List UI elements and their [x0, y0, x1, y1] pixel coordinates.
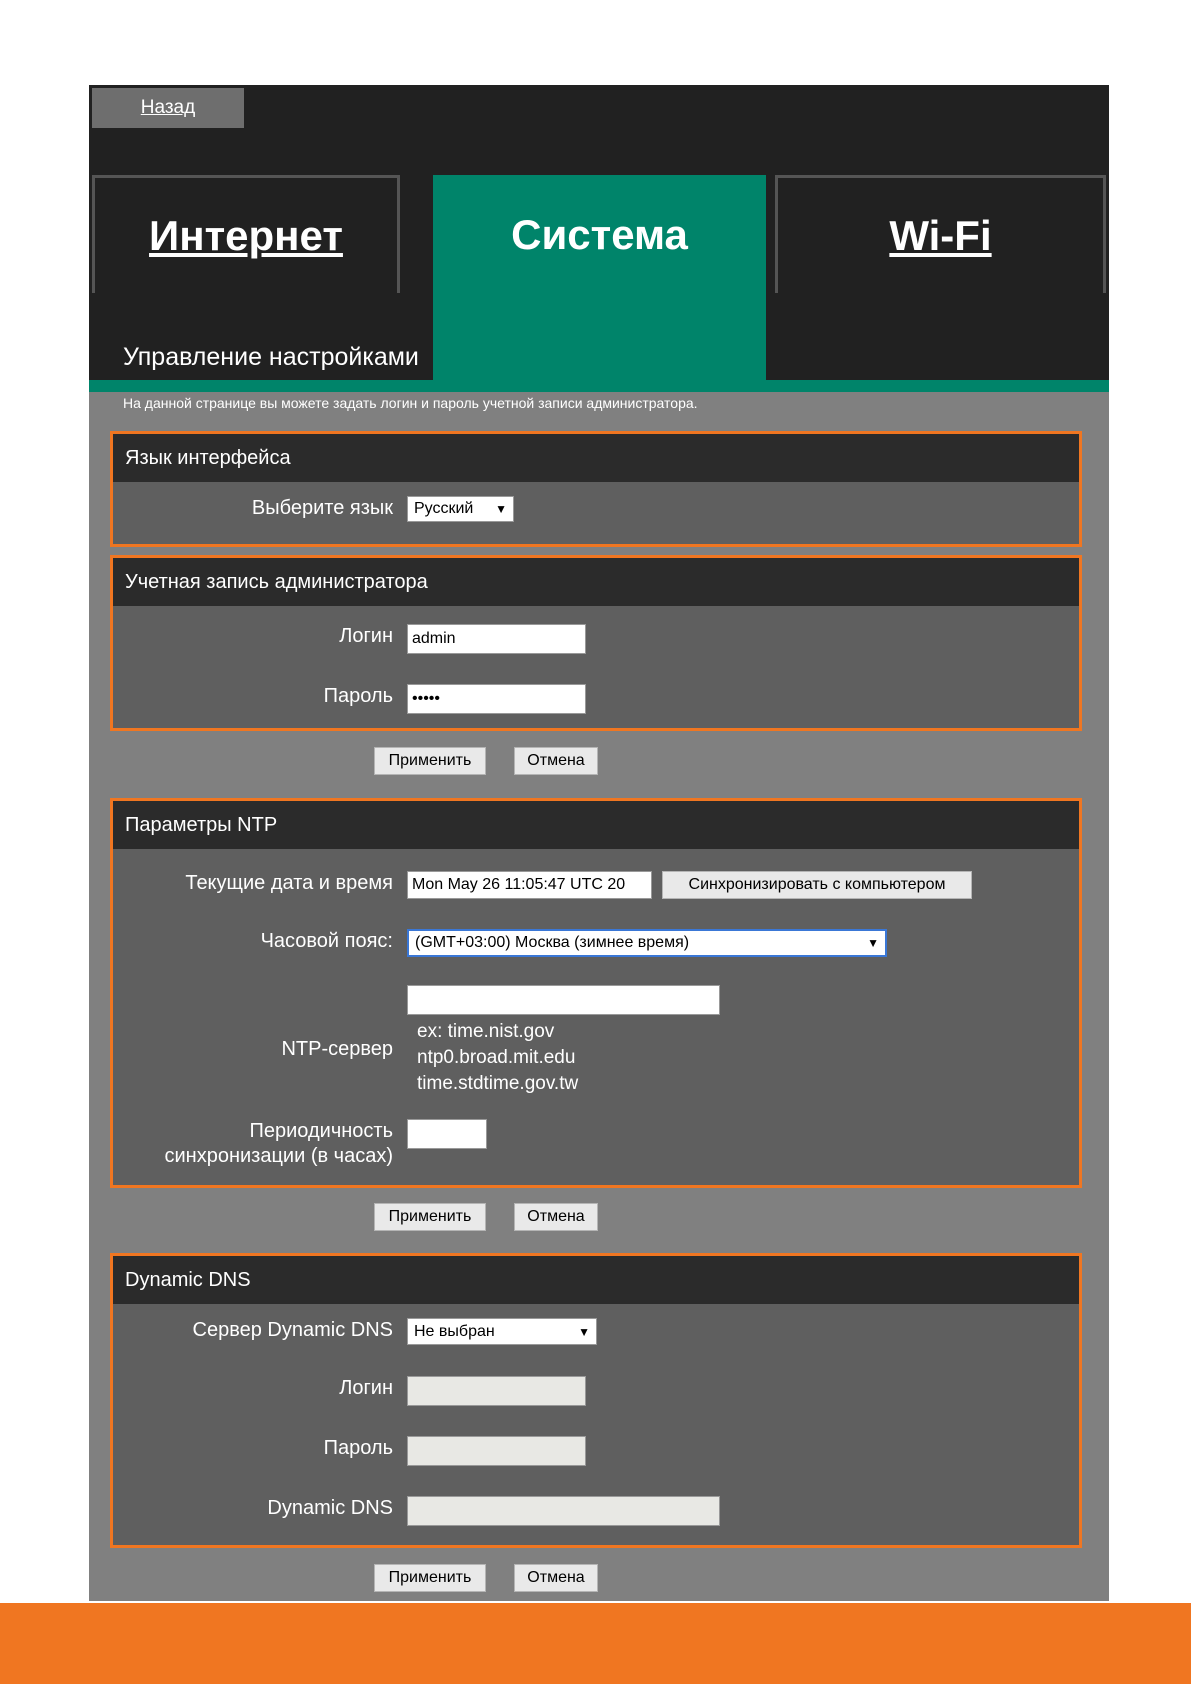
timezone-select[interactable] [407, 929, 887, 957]
ntp-period-input[interactable] [407, 1119, 487, 1149]
admin-login-label: Логин [339, 625, 393, 647]
ddns-password-label: Пароль [323, 1437, 393, 1459]
ntp-timezone-label: Часовой пояс: [260, 930, 393, 952]
ddns-hostname-label: Dynamic DNS [267, 1497, 393, 1519]
admin-login-input[interactable]: admin [407, 624, 586, 654]
ddns-apply-button[interactable]: Применить [374, 1564, 486, 1592]
language-select[interactable] [407, 496, 514, 522]
ddns-login-input [407, 1376, 586, 1406]
language-select-value: Русский [414, 500, 474, 517]
timezone-select-value: (GMT+03:00) Москва (зимнее время) [415, 934, 690, 951]
ddns-hostname-input [407, 1496, 720, 1526]
language-label: Выберите язык [251, 497, 393, 519]
ntp-period-label-line2: синхронизации (в часах) [164, 1145, 393, 1167]
tab-wifi[interactable] [775, 175, 1106, 293]
admin-password-label: Пароль [323, 685, 393, 707]
dropdown-arrow-icon: ▼ [578, 1324, 590, 1339]
sync-with-computer-button[interactable]: Синхронизировать с компьютером [662, 871, 972, 899]
ntp-section-header: Параметры NTP [113, 801, 1079, 849]
tab-internet[interactable] [92, 175, 400, 293]
ntp-period-label-line1: Периодичность [249, 1120, 393, 1142]
top-bar [89, 85, 1109, 175]
back-link-label[interactable]: Назад [140, 97, 196, 118]
ddns-section-header: Dynamic DNS [113, 1256, 1079, 1304]
admin-password-input[interactable]: ••••• [407, 684, 586, 714]
tab-system[interactable] [433, 175, 766, 385]
language-section-header: Язык интерфейса [113, 434, 1079, 482]
back-link[interactable] [92, 88, 244, 128]
ntp-server-hint-1: ex: time.nist.gov [417, 1021, 555, 1042]
tab-underline [89, 380, 1109, 392]
ddns-cancel-button[interactable]: Отмена [514, 1564, 598, 1592]
admin-section-header: Учетная запись администратора [113, 558, 1079, 606]
ntp-server-label: NTP-сервер [281, 1038, 393, 1060]
ddns-server-select[interactable] [407, 1318, 597, 1345]
ntp-apply-button[interactable]: Применить [374, 1203, 486, 1231]
ntp-cancel-button[interactable]: Отмена [514, 1203, 598, 1231]
ntp-server-hint-3: time.stdtime.gov.tw [417, 1073, 579, 1094]
ntp-section [110, 798, 1082, 1188]
ntp-server-input[interactable] [407, 985, 720, 1015]
page-title: Управление настройками [123, 343, 419, 371]
admin-section [110, 555, 1082, 731]
dropdown-arrow-icon: ▼ [867, 936, 879, 950]
bottom-accent-bar [0, 1603, 1191, 1684]
ntp-datetime-input[interactable]: Mon May 26 11:05:47 UTC 20 [407, 871, 652, 899]
language-section [110, 431, 1082, 547]
admin-cancel-button[interactable]: Отмена [514, 747, 598, 775]
ntp-datetime-label: Текущие дата и время [185, 872, 393, 894]
ddns-section [110, 1253, 1082, 1548]
tab-internet-label[interactable]: Интернет [149, 211, 343, 259]
page-description: На данной странице вы можете задать логин и пароль учетной записи администратора. [123, 395, 698, 411]
ddns-login-label: Логин [339, 1377, 393, 1399]
admin-apply-button[interactable]: Применить [374, 747, 486, 775]
tab-system-label[interactable]: Система [511, 211, 688, 258]
ddns-password-input [407, 1436, 586, 1466]
ntp-server-hint-2: ntp0.broad.mit.edu [417, 1047, 576, 1068]
router-settings-frame [89, 85, 1109, 1601]
dropdown-arrow-icon: ▼ [495, 502, 507, 516]
ddns-server-label: Сервер Dynamic DNS [192, 1319, 393, 1341]
ddns-server-select-value: Не выбран [414, 1322, 495, 1340]
tab-wifi-label[interactable]: Wi-Fi [889, 211, 992, 259]
